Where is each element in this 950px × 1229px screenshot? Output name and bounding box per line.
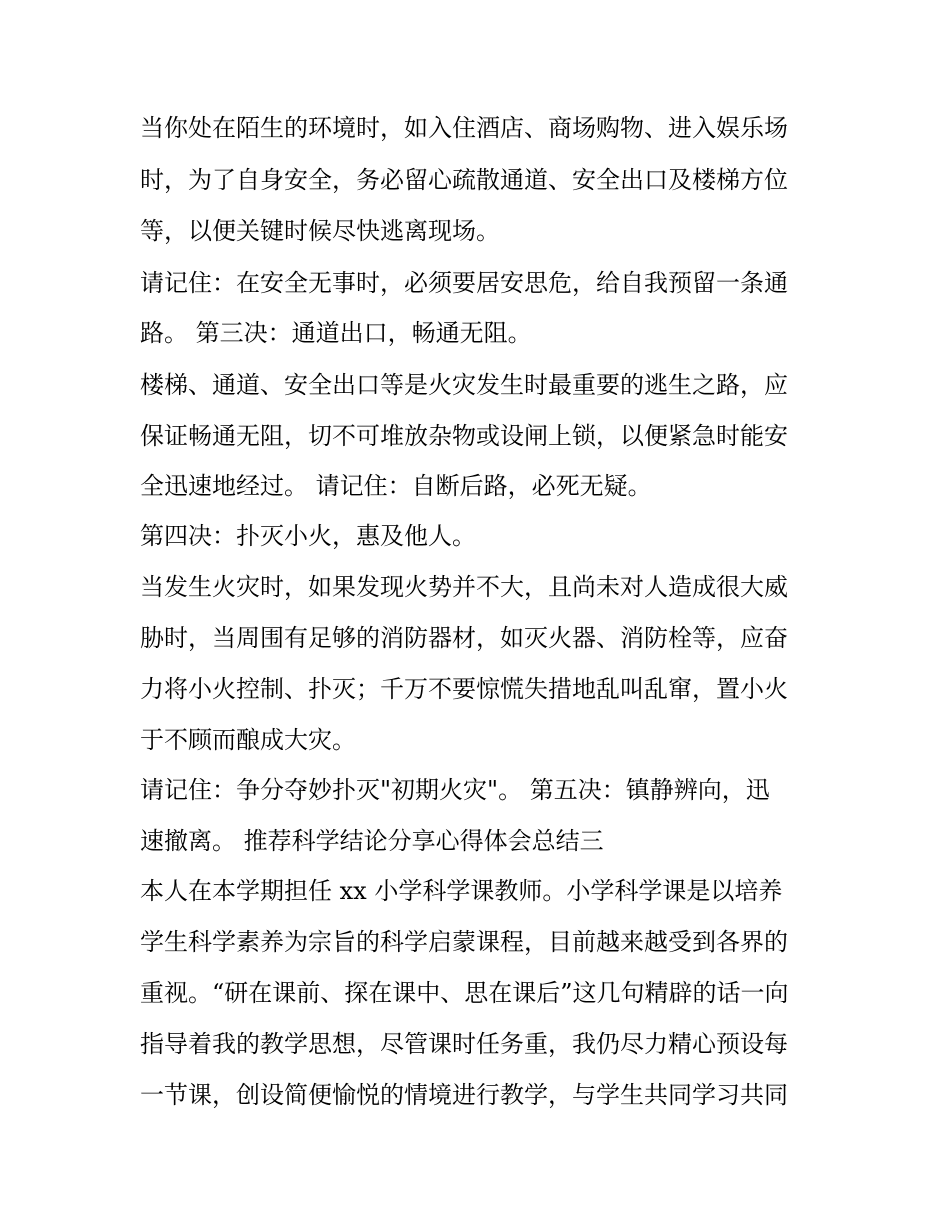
text-line: 当发生火灾时，如果发现火势并不大，且尚未对人造成很大威 xyxy=(140,573,788,601)
text-line: 全迅速地经过。 请记住：自断后路，必死无疑。 xyxy=(140,472,652,500)
text-line: 第四决：扑灭小火，惠及他人。 xyxy=(140,522,476,550)
text-line: 力将小火控制、扑灭；千万不要惊慌失措地乱叫乱窜，置小火 xyxy=(140,675,788,703)
text-line: 请记住：在安全无事时，必须要居安思危，给自我预留一条通 xyxy=(140,269,788,297)
text-line: 一节课，创设简便愉悦的情境进行教学，与学生共同学习共同 xyxy=(140,1081,788,1109)
text-line: 重视。“研在课前、探在课中、思在课后”这几句精辟的话一向 xyxy=(140,979,789,1007)
text-line: 于不顾而酿成大灾。 xyxy=(140,726,356,754)
text-line: 等，以便关键时候尽快逃离现场。 xyxy=(140,217,500,245)
text-line: 请记住：争分夺妙扑灭"初期火灾"。 第五决：镇静辨向，迅 xyxy=(140,776,770,804)
text-line: 保证畅通无阻，切不可堆放杂物或设闸上锁，以便紧急时能安 xyxy=(140,422,788,450)
text-line: 楼梯、通道、安全出口等是火灾发生时最重要的逃生之路，应 xyxy=(140,371,788,399)
text-line: 路。 第三决：通道出口，畅通无阻。 xyxy=(140,319,532,347)
text-line: 指导着我的教学思想，尽管课时任务重，我仍尽力精心预设每 xyxy=(140,1030,788,1058)
text-line: 本人在本学期担任 xx 小学科学课教师。小学科学课是以培养 xyxy=(140,877,783,905)
text-line: 速撤离。 推荐科学结论分享心得体会总结三 xyxy=(140,827,604,855)
text-line: 当你处在陌生的环境时，如入住酒店、商场购物、进入娱乐场 xyxy=(140,114,788,142)
text-line: 时，为了自身安全，务必留心疏散通道、安全出口及楼梯方位 xyxy=(140,166,788,194)
text-line: 胁时，当周围有足够的消防器材，如灭火器、消防栓等，应奋 xyxy=(140,624,788,652)
text-line: 学生科学素养为宗旨的科学启蒙课程，目前越来越受到各界的 xyxy=(140,928,788,956)
